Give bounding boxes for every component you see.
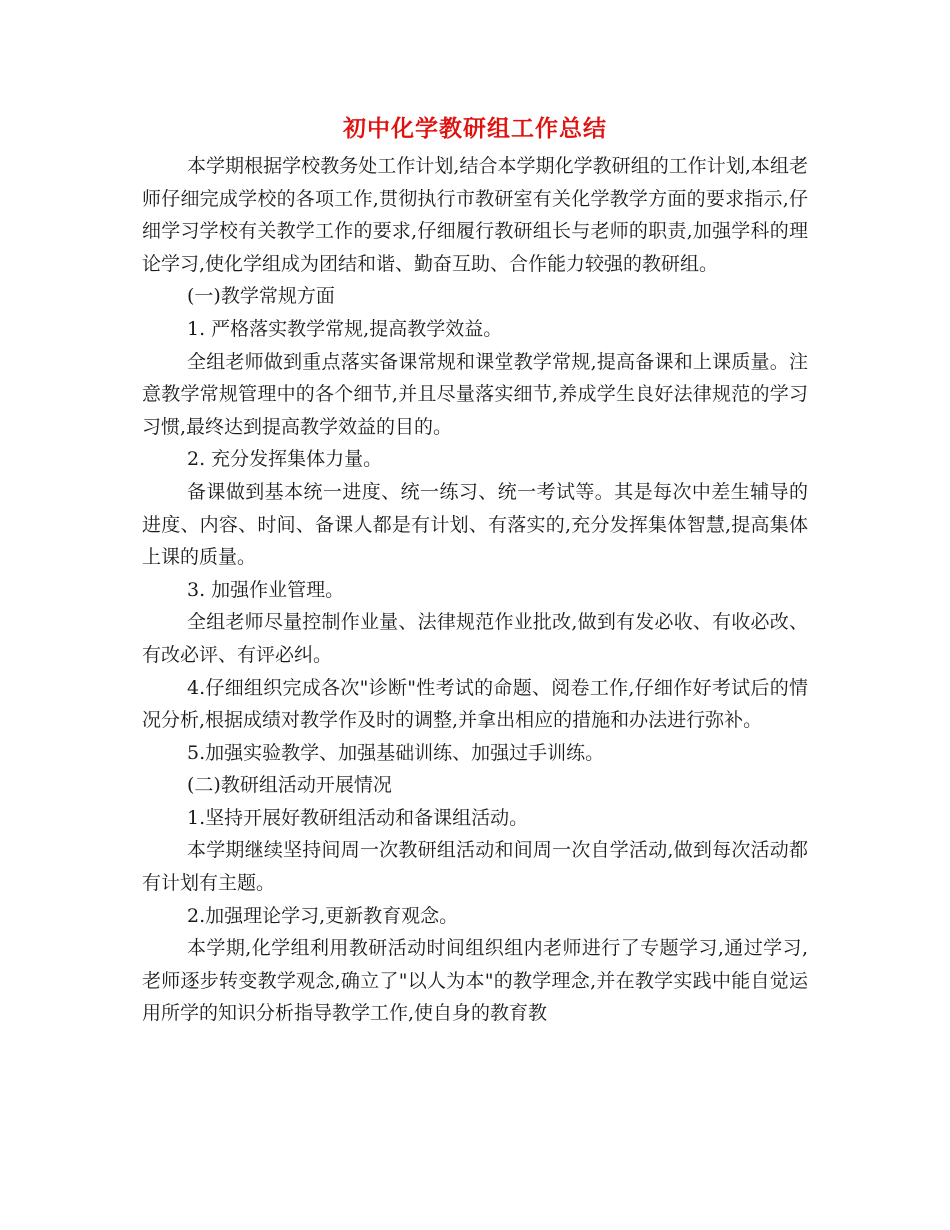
item-heading-2: 2. 充分发挥集体力量。 — [187, 448, 383, 471]
intro-paragraph: 本学期根据学校教务处工作计划,结合本学期化学教研组的工作计划,本组老师仔细完成学校的各项工作,贯彻执行市教研室有关化学教学方面的要求指示,仔细学习学校有关教学工作的要求,仔细履行教研组长与老师的职责,加强学科的理论学习,使化学组成为团结和谐、勤奋互助、合作能力较强的教研组。 — [142, 155, 808, 275]
document-page — [142, 108, 808, 1030]
body-paragraph: 备课做到基本统一进度、统一练习、统一考试等。其是每次中差生辅导的进度、内容、时间、备课人都是有计划、有落实的,充分发挥集体智慧,提高集体上课的质量。 — [142, 480, 808, 569]
body-paragraph: 本学期继续坚持间周一次教研组活动和间周一次自学活动,做到每次活动都有计划有主题。 — [142, 839, 808, 895]
item-heading-activities-1: 1.坚持开展好教研组活动和备课组活动。 — [187, 806, 529, 829]
body-paragraph: 全组老师尽量控制作业量、法律规范作业批改,做到有发必收、有收必改、有改必评、有评必纠。 — [142, 611, 808, 666]
item-heading-activities-2: 2.加强理论学习,更新教育观念。 — [187, 904, 459, 927]
item-heading-1: 1. 严格落实教学常规,提高教学效益。 — [187, 317, 503, 340]
item-paragraph-5: 5.加强实验教学、加强基础训练、加强过手训练。 — [187, 741, 605, 764]
document-title: 初中化学教研组工作总结 — [343, 115, 607, 142]
item-paragraph-4: 4.仔细组织完成各次"诊断"性考试的命题、阅卷工作,仔细作好考试后的情况分析,根据成绩对教学作及时的调整,并拿出相应的措施和办法进行弥补。 — [142, 676, 808, 732]
item-heading-3: 3. 加强作业管理。 — [187, 578, 345, 601]
section-heading-activities: (二)教研组活动开展情况 — [187, 774, 392, 797]
body-paragraph: 本学期,化学组利用教研活动时间组织组内老师进行了专题学习,通过学习,老师逐步转变教学观念,确立了"以人为本"的教学理念,并在教学实践中能自觉运用所学的知识分析指导教学工作,使自身的教育教 — [142, 937, 808, 1025]
section-heading-teaching-routine: (一)教学常规方面 — [187, 285, 335, 308]
body-paragraph: 全组老师做到重点落实备课常规和课堂教学常规,提高备课和上课质量。注意教学常规管理中的各个细节,并且尽量落实细节,养成学生良好法律规范的学习习惯,最终达到提高教学效益的目的。 — [142, 350, 808, 438]
